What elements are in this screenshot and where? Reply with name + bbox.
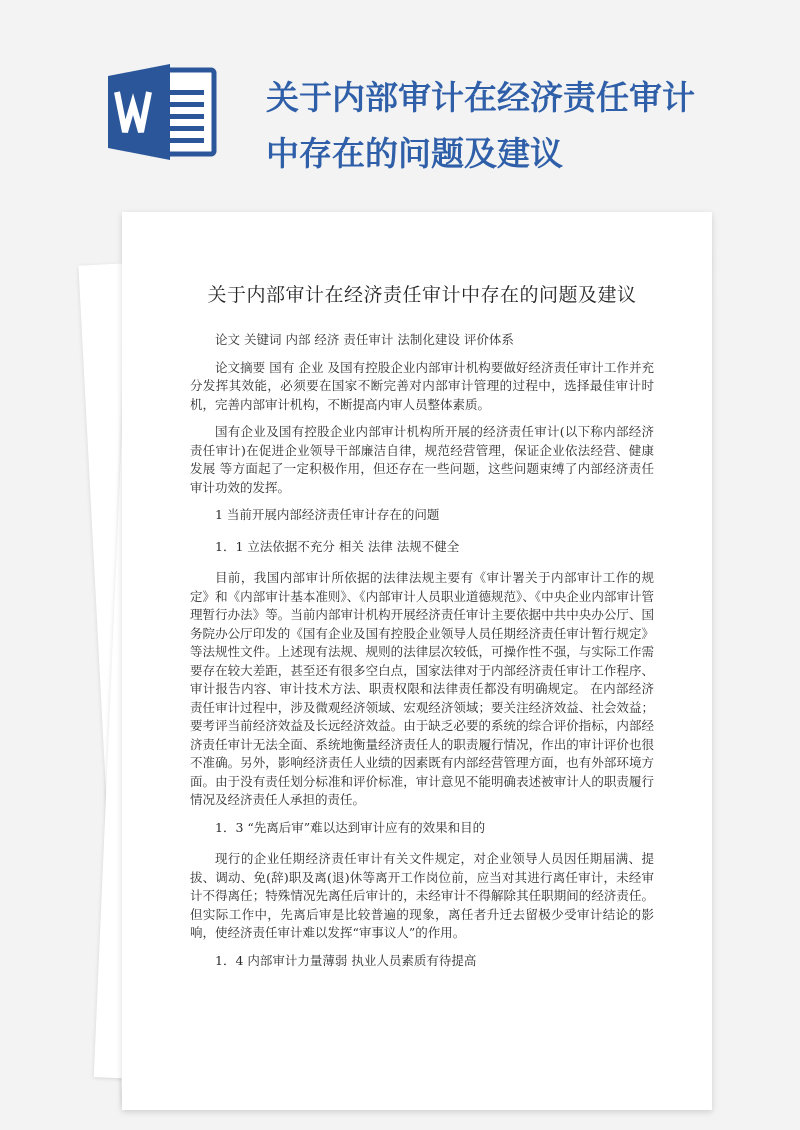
document-page: [122, 212, 712, 1110]
document-title: 关于内部审计在经济责任审计中存在的问题及建议: [207, 284, 637, 306]
section-heading-1-1: 1．1 立法依据不充分 相关 法律 法规不健全: [215, 538, 460, 554]
word-icon: [108, 64, 218, 160]
abstract-paragraph: 论文摘要 国有 企业 及国有控股企业内部审计机构要做好经济责任审计工作并充分发挥其效能，必须要在国家不断完善对内部审计管理的过程中，选择最佳审计时机，完善内部审计机构，不断提高内审人员整体素质。: [190, 359, 654, 412]
intro-paragraph: 国有企业及国有控股企业内部审计机构所开展的经济责任审计(以下称内部经济责任审计)在促进企业领导干部廉洁自律，规范经营管理，保证企业依法经营、健康 发展 等方面起了一定积极作用，但还存在一些问题，这些问题束缚了内部经济责任审计功效的发挥。: [190, 424, 654, 495]
section-heading-1-3: 1．3 “先离后审”难以达到审计应有的效果和目的: [215, 819, 486, 835]
keywords-line: 论文 关键词 内部 经济 责任审计 法制化建设 评价体系: [215, 332, 514, 347]
section-heading-1: 1 当前开展内部经济责任审计存在的问题: [215, 507, 440, 522]
header-title: 关于内部审计在经济责任审计中存在的问题及建议: [266, 78, 695, 173]
body-paragraph-1-1: 目前，我国内部审计所依据的法律法规主要有《审计署关于内部审计工作的规定》和《内部审计基本准则》、《内部审计人员职业道德规范》、《中央企业内部审计管理暂行办法》等。当前内部审计机构开展经济责任审计主要依据中共中央办公厅、国务院办公厅印发的《国有企业及国有控股企业领导人员任期经济责任审计暂行规定》等法规性文件。上述现有法规、规则的法律层次较低，可操作性不强，与实际工作需要存在较大差距，甚至还有很多空白点，国家法律对于内部经济责任审计工作程序、审计报告内容、审计技术方法、职责权限和法律责任都没有明确规定。 在内部经济责任审计过程中，涉及微观经济领域、宏观经济领域；要关注经济效益、社会效益；要考评当前经济效益及长远经济效益。由于缺乏必要的系统的综合评价指标，内部经济责任审计无法全面、系统地衡量经济责任人的职责履行情况，作出的审计评价也很不准确。另外，影响经济责任人业绩的因素既有内部经营管理方面，也有外部环境方面。由于没有责任划分标准和评价标准，审计意见不能明确表述被审计人的职责履行情况及经济责任人承担的责任。: [190, 570, 654, 807]
section-heading-1-4: 1．4 内部审计力量薄弱 执业人员素质有待提高: [215, 952, 477, 968]
body-paragraph-1-3: 现行的企业任期经济责任审计有关文件规定，对企业领导人员因任期届满、提拔、调动、免(辞)职及离(退)休等离开工作岗位前，应当对其进行离任审计，未经审计不得离任；特殊情况先离任后审计的，未经审计不得解除其任职期间的经济责任。但实际工作中，先离后审是比较普遍的现象，离任者升迁去留极少受审计结论的影响，使经济责任审计难以发挥“审事议人”的作用。: [190, 851, 654, 940]
